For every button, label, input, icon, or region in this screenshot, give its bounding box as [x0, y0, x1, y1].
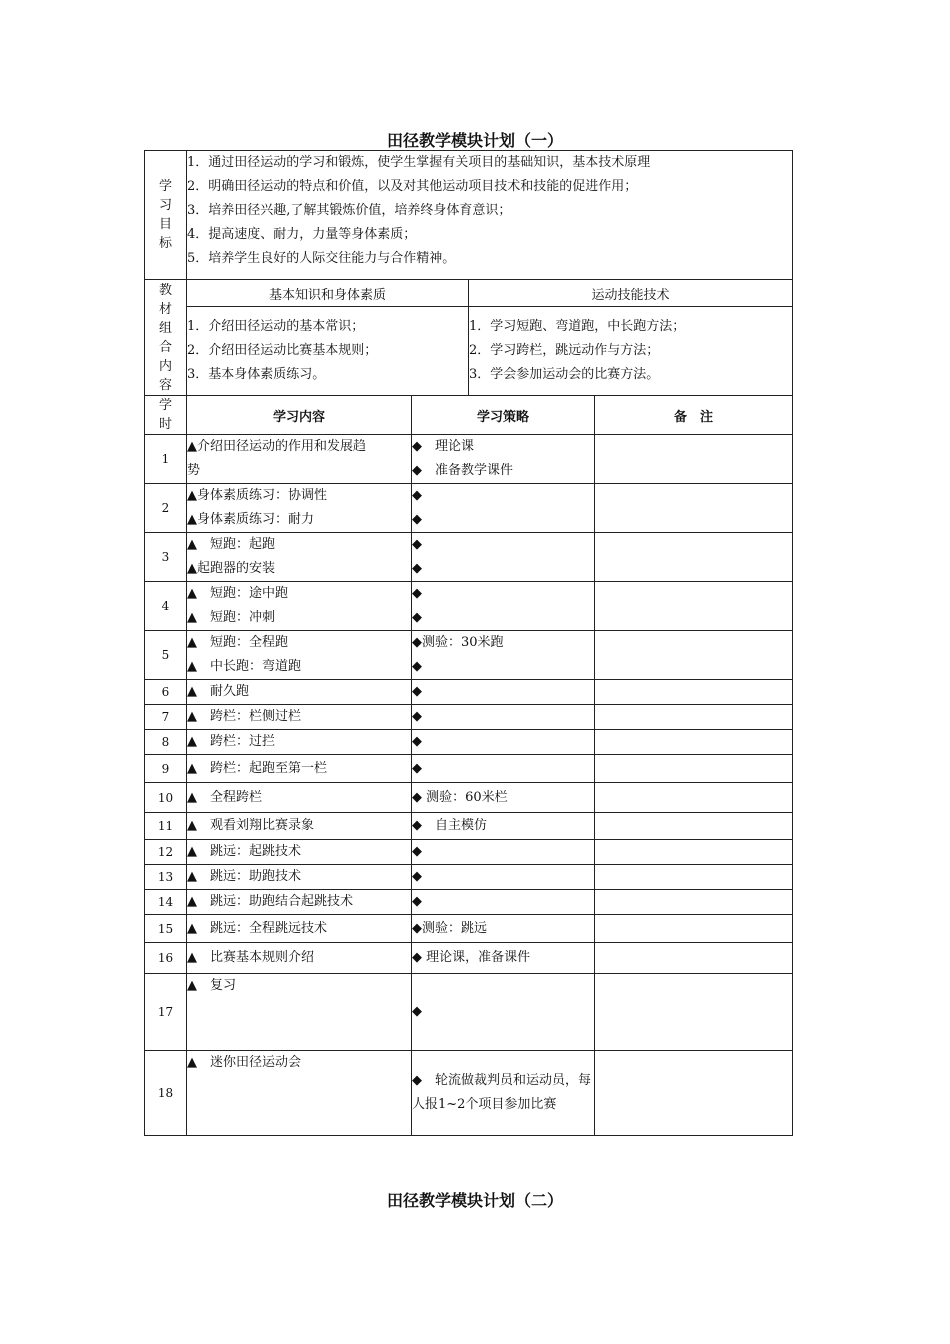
lesson-number: 11 — [145, 813, 187, 840]
lesson-strategy — [412, 680, 595, 705]
table-row — [145, 631, 793, 680]
lesson-content — [187, 484, 412, 533]
lesson-strategy — [412, 435, 595, 484]
lesson-notes — [595, 974, 793, 1051]
table-row — [145, 755, 793, 783]
strategy-line: ◆ 理论课 — [412, 439, 474, 454]
lesson-number: 18 — [145, 1051, 187, 1136]
content-line: ▲ 比赛基本规则介绍 — [187, 950, 314, 965]
page-title: 田径教学模块计划（一） — [386, 131, 563, 150]
lesson-content — [187, 533, 412, 582]
lesson-strategy — [412, 1051, 595, 1136]
label-char: 组 — [158, 320, 172, 336]
lesson-notes — [595, 582, 793, 631]
lesson-notes — [595, 783, 793, 813]
table-row — [145, 943, 793, 974]
content-line: ▲ 观看刘翔比赛录象 — [187, 818, 314, 833]
list-item: 2．介绍田径运动比赛基本规则； — [187, 343, 378, 358]
lesson-number: 12 — [145, 840, 187, 865]
lesson-notes — [595, 813, 793, 840]
goal-item: 5．培养学生良好的人际交往能力与合作精神。 — [187, 251, 456, 266]
content-line: ▲身体素质练习：耐力 — [187, 512, 314, 527]
strategy-line: ◆ — [412, 760, 422, 776]
lesson-strategy — [412, 484, 595, 533]
lesson-notes — [595, 755, 793, 783]
lesson-notes — [595, 435, 793, 484]
lesson-content — [187, 840, 412, 865]
label-char: 材 — [158, 301, 172, 317]
lesson-content — [187, 1051, 412, 1136]
schedule-header-row — [145, 396, 793, 435]
lesson-notes — [595, 705, 793, 730]
content-line: ▲ 迷你田径运动会 — [187, 1055, 301, 1070]
content-line: ▲身体素质练习：协调性 — [187, 488, 327, 503]
lesson-notes — [595, 484, 793, 533]
lesson-content — [187, 582, 412, 631]
lesson-content — [187, 730, 412, 755]
goal-item: 1．通过田径运动的学习和锻炼，使学生掌握有关项目的基础知识，基本技术原理 — [187, 155, 651, 170]
strategy-line: ◆ — [412, 844, 422, 859]
lesson-content — [187, 890, 412, 915]
label-char: 时 — [158, 417, 172, 432]
table-row — [145, 865, 793, 890]
lesson-number: 15 — [145, 915, 187, 943]
content-line: ▲ 跨栏：栏侧过栏 — [187, 709, 301, 724]
table-row — [145, 533, 793, 582]
content-line: ▲ 短跑：全程跑 — [187, 635, 288, 650]
strategy-line: ◆测验：30米跑 — [412, 635, 504, 650]
label-char: 内 — [158, 358, 172, 374]
content-line: ▲ 短跑：冲刺 — [187, 610, 275, 625]
lesson-strategy — [412, 974, 595, 1051]
lesson-number: 2 — [145, 484, 187, 533]
lesson-number: 8 — [145, 730, 187, 755]
lesson-number: 5 — [145, 631, 187, 680]
lesson-number: 7 — [145, 705, 187, 730]
strategy-line: ◆ — [412, 659, 422, 674]
lesson-number: 14 — [145, 890, 187, 915]
lesson-number: 9 — [145, 755, 187, 783]
label-char: 标 — [158, 236, 172, 251]
content-line: ▲起跑器的安装 — [187, 561, 275, 576]
lesson-strategy — [412, 783, 595, 813]
content-line: ▲ 跳远：全程跳远技术 — [187, 920, 327, 936]
materials-content-row — [145, 307, 793, 396]
lesson-number: 16 — [145, 943, 187, 974]
hours-label — [145, 396, 187, 435]
lesson-number: 1 — [145, 435, 187, 484]
content-line: 势 — [187, 463, 201, 478]
table-row — [145, 730, 793, 755]
lesson-notes — [595, 865, 793, 890]
materials-col2-header: 运动技能技术 — [469, 280, 793, 307]
strategy-line: ◆ — [412, 512, 422, 527]
lesson-notes — [595, 680, 793, 705]
lesson-notes — [595, 1051, 793, 1136]
lesson-content — [187, 631, 412, 680]
lesson-content — [187, 705, 412, 730]
lesson-content — [187, 865, 412, 890]
goals-materials-table — [144, 150, 793, 396]
label-char: 容 — [158, 377, 172, 393]
strategy-line: ◆ — [412, 684, 422, 699]
content-line: ▲ 跨栏：起跑至第一栏 — [187, 760, 327, 776]
goals-label — [145, 151, 187, 280]
label-char: 习 — [158, 198, 172, 213]
lesson-strategy — [412, 840, 595, 865]
table-row — [145, 974, 793, 1051]
content-line: ▲ 短跑：途中跑 — [187, 586, 288, 601]
label-char: 学 — [158, 398, 172, 413]
lesson-content — [187, 943, 412, 974]
table-row — [145, 484, 793, 533]
lesson-number: 17 — [145, 974, 187, 1051]
strategy-line: ◆ — [412, 488, 422, 503]
lesson-strategy — [412, 631, 595, 680]
lesson-strategy — [412, 705, 595, 730]
content-line: ▲ 全程跨栏 — [187, 789, 262, 805]
lesson-strategy — [412, 533, 595, 582]
lesson-content — [187, 755, 412, 783]
materials-header-row — [145, 280, 793, 307]
label-char: 合 — [158, 339, 172, 355]
table-row — [145, 783, 793, 813]
lesson-content — [187, 680, 412, 705]
lesson-content — [187, 974, 412, 1051]
lesson-content — [187, 813, 412, 840]
lesson-strategy — [412, 582, 595, 631]
content-line: ▲ 耐久跑 — [187, 684, 249, 699]
table-row — [145, 582, 793, 631]
strategy-line: ◆ 理论课，准备课件 — [412, 950, 531, 965]
strategy-line: ◆ 测验：60米栏 — [412, 789, 508, 805]
table-row — [145, 680, 793, 705]
lesson-number: 13 — [145, 865, 187, 890]
table-row — [145, 1051, 793, 1136]
materials-col2-list — [469, 307, 793, 396]
table-row — [145, 840, 793, 865]
lesson-strategy — [412, 890, 595, 915]
lesson-number: 10 — [145, 783, 187, 813]
content-line: ▲介绍田径运动的作用和发展趋 — [187, 439, 366, 454]
strategy-line: ◆ 准备教学课件 — [412, 463, 513, 478]
lesson-number: 4 — [145, 582, 187, 631]
lesson-strategy — [412, 755, 595, 783]
lesson-notes — [595, 890, 793, 915]
label-char: 学 — [158, 179, 172, 194]
content-header: 学习内容 — [187, 396, 412, 435]
table-row — [145, 813, 793, 840]
materials-col1-list — [187, 307, 469, 396]
strategy-line: ◆ — [412, 537, 422, 552]
strategy-line: ◆测验：跳远 — [412, 920, 487, 936]
table-row — [145, 890, 793, 915]
label-char: 目 — [158, 217, 172, 232]
content-line: ▲ 跳远：助跑结合起跳技术 — [187, 894, 353, 909]
lesson-strategy — [412, 730, 595, 755]
lesson-strategy — [412, 915, 595, 943]
goals-row — [145, 151, 793, 280]
table-row — [145, 705, 793, 730]
section-title: 田径教学模块计划（二） — [386, 1191, 563, 1210]
lesson-notes — [595, 730, 793, 755]
goal-item: 2．明确田径运动的特点和价值，以及对其他运动项目技术和技能的促进作用； — [187, 179, 638, 194]
lesson-content — [187, 915, 412, 943]
table-row — [145, 915, 793, 943]
strategy-line: ◆ — [412, 586, 422, 601]
strategy-line: ◆ — [412, 869, 422, 884]
lesson-notes — [595, 943, 793, 974]
list-item: 2．学习跨栏，跳远动作与方法； — [469, 343, 660, 358]
strategy-line: ◆ — [412, 894, 422, 909]
list-item: 3．学会参加运动会的比赛方法。 — [469, 367, 660, 382]
list-item: 1．学习短跑、弯道跑，中长跑方法； — [469, 319, 686, 334]
lesson-content — [187, 435, 412, 484]
content-line: ▲ 短跑：起跑 — [187, 537, 275, 552]
goal-item: 4．提高速度、耐力，力量等身体素质； — [187, 227, 417, 242]
lesson-content — [187, 783, 412, 813]
strategy-line: ◆ — [412, 610, 422, 625]
lesson-number: 3 — [145, 533, 187, 582]
lesson-strategy — [412, 943, 595, 974]
list-item: 3．基本身体素质练习。 — [187, 367, 326, 382]
label-char: 教 — [158, 282, 172, 298]
content-line: ▲ 复习 — [187, 978, 236, 993]
table-row — [145, 435, 793, 484]
strategy-header: 学习策略 — [412, 396, 595, 435]
materials-col1-header: 基本知识和身体素质 — [187, 280, 469, 307]
lesson-number: 6 — [145, 680, 187, 705]
strategy-line: ◆ — [412, 734, 422, 749]
strategy-line: ◆ — [412, 561, 422, 576]
lesson-notes — [595, 533, 793, 582]
strategy-line: ◆ — [412, 1004, 422, 1019]
lesson-notes — [595, 631, 793, 680]
notes-header: 备 注 — [595, 396, 793, 435]
lesson-notes — [595, 840, 793, 865]
content-line: ▲ 跳远：起跳技术 — [187, 844, 301, 859]
materials-label — [145, 280, 187, 396]
goals-list — [187, 151, 793, 280]
strategy-line: ◆ 轮流做裁判员和运动员，每人报1~2个项目参加比赛 — [412, 1073, 591, 1112]
content-line: ▲ 跨栏：过拦 — [187, 734, 275, 749]
lesson-notes — [595, 915, 793, 943]
content-line: ▲ 跳远：助跑技术 — [187, 869, 301, 884]
list-item: 1．介绍田径运动的基本常识； — [187, 319, 365, 334]
lesson-strategy — [412, 813, 595, 840]
goal-item: 3．培养田径兴趣,了解其锻炼价值，培养终身体育意识； — [187, 203, 512, 218]
content-line: ▲ 中长跑：弯道跑 — [187, 659, 301, 674]
strategy-line: ◆ — [412, 709, 422, 724]
schedule-table — [144, 395, 793, 1136]
lesson-strategy — [412, 865, 595, 890]
strategy-line: ◆ 自主模仿 — [412, 818, 487, 833]
